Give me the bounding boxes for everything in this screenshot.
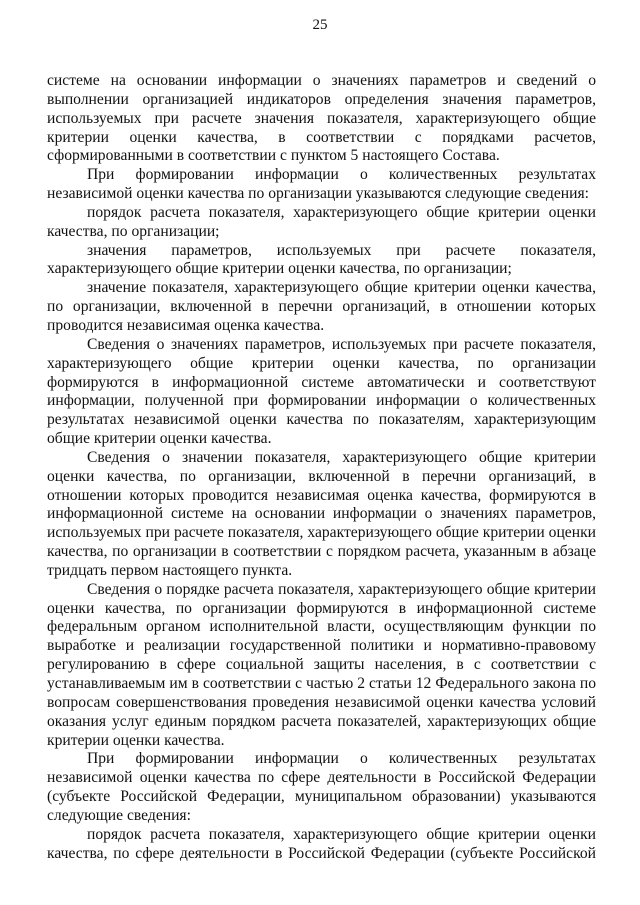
paragraph-2: При формировании информации о количественных результатах независимой оценки качества по организации указываются следующие сведения: [47, 166, 596, 203]
paragraph-3: порядок расчета показателя, характеризующего общие критерии оценки качества, по организации; [47, 203, 596, 240]
paragraph-6: Сведения о значениях параметров, используемых при расчете показателя, характеризующего общие критерии оценки качества, по организации формируются в информационной системе автоматически и соответствуют информации, полученной при формировании информации о количественных результатах независимой оценки качества по показателям, характеризующим общие критерии оценки качества. [47, 335, 596, 448]
paragraph-8: Сведения о порядке расчета показателя, характеризующего общие критерии оценки качества, по организации формируются в информационной системе федеральным органом исполнительной власти, осуществляющим функции по выработке и реализации государственной политики и нормативно-правовому регулированию в сфере социальной защиты населения, в с соответствии с устанавливаемым им в соответствии с частью 2 статьи 12 Федерального закона по вопросам совершенствования проведения независимой оценки качества условий оказания услуг единым порядком расчета показателей, характеризующих общие критерии оценки качества. [47, 580, 596, 749]
paragraph-5: значение показателя, характеризующего общие критерии оценки качества, по организации, включенной в перечни организаций, в отношении которых проводится независимая оценка качества. [47, 279, 596, 334]
paragraph-7: Сведения о значении показателя, характеризующего общие критерии оценки качества, по организации, включенной в перечни организаций, в отношении которых проводится независимая оценка качества, формируются в информационной системе на основании информации о значениях параметров, используемых при расчете показателя, характеризующего общие критерии оценки качества, по организации в соответствии с порядком расчета, указанным в абзаце тридцать первом настоящего пункта. [47, 448, 596, 579]
page-number: 25 [312, 17, 328, 33]
paragraph-10: порядок расчета показателя, характеризующего общие критерии оценки качества, по сфере деятельности в Российской Федерации (субъекте Российской [47, 825, 596, 862]
paragraph-4: значения параметров, используемых при расчете показателя, характеризующего общие критерии оценки качества, по организации; [47, 241, 596, 278]
document-body [47, 72, 596, 863]
paragraph-9: При формировании информации о количественных результатах независимой оценки качества по сфере деятельности в Российской Федерации (субъекте Российской Федерации, муниципальном образовании) указываются следующие сведения: [47, 750, 596, 824]
paragraph-1: системе на основании информации о значениях параметров и сведений о выполнении организацией индикаторов определения значения параметров, используемых при расчете значения показателя, характеризующего общие критерии оценки качества, в соответствии с порядками расчетов, сформированными в соответствии с пунктом 5 настоящего Состава. [47, 72, 596, 165]
